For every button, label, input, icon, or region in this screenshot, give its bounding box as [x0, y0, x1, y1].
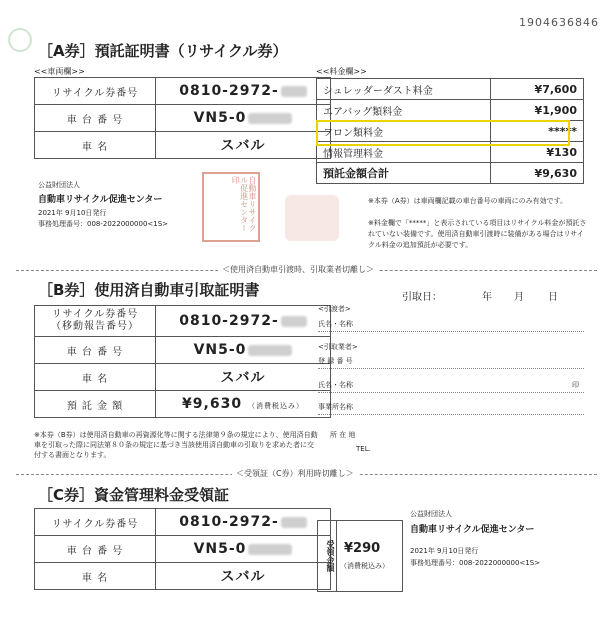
receiver-name-line — [318, 392, 584, 393]
table-row — [35, 391, 331, 418]
received-fee-amount: ¥290 — [344, 541, 381, 556]
fee-amount: ¥1,900 — [491, 100, 584, 121]
note-b: ※本券（B券）は使用済自動車の再資源化等に関する法律第９条の規定により、使用済自動車を引取った際に同法第８０条の規定に基づき当該使用済自動車の引取りを求めた者に交付する書面となります。 — [34, 431, 318, 459]
fee-caption: <<料金欄>> — [316, 67, 367, 76]
deposit-value: ¥9,630 （消費税込み） — [156, 391, 331, 418]
transferor-name-label: 氏名・名称 — [318, 320, 353, 328]
transferor-line — [318, 331, 584, 332]
address-label: 所 在 地 — [330, 431, 356, 439]
section-b-title: ［B券］使用済自動車引取証明書 — [38, 281, 260, 299]
table-row — [317, 100, 584, 121]
section-c-title: ［C券］資金管理料金受領証 — [38, 486, 230, 504]
fee-amount: ¥130 — [491, 142, 584, 163]
vehicle-caption: <<車両欄>> — [34, 67, 85, 76]
tel-label: TEL. — [356, 445, 371, 453]
reg-number-label: 登 録 番 号 — [318, 357, 353, 365]
recycle-ticket-label: リサイクル券番号 — [35, 78, 156, 105]
recycle-ticket-value: 0810-2972- — [156, 509, 331, 536]
received-fee-head: 受領金額 — [318, 521, 337, 591]
table-row — [35, 364, 331, 391]
received-fee-box — [317, 520, 403, 592]
office-number: 事務処理番号：008-2022000000<1S> — [38, 220, 169, 228]
org-name: 自動車リサイクル促進センター — [38, 195, 163, 205]
received-fee-tax: （消費税込み） — [340, 562, 389, 570]
cut-line-2-label: ＜受領証（C券）利用時切離し＞ — [232, 468, 358, 479]
office-number-c: 事務処理番号：008-2022000000<1S> — [410, 559, 541, 567]
table-row — [35, 509, 331, 536]
table-row — [35, 105, 331, 132]
seal-label: 印 — [572, 381, 579, 389]
chassis-number-value: VN5-0 — [156, 105, 331, 132]
issue-date: 2021年 9月10日発行 — [38, 209, 107, 217]
vehicle-table-a — [34, 77, 331, 159]
recycle-ticket-label: リサイクル券番号 （移動報告番号） — [35, 306, 156, 337]
cut-line-1-label: ＜使用済自動車引渡時、引取業者切離し＞ — [218, 264, 378, 275]
receiver-label: <引取業者> — [318, 343, 358, 351]
receiver-name-label: 氏名・名称 — [318, 381, 353, 389]
table-row — [317, 163, 584, 184]
chassis-number-label: 車 台 番 号 — [35, 105, 156, 132]
fee-amount: ***** — [491, 121, 584, 142]
transferor-label: <引渡者> — [318, 305, 351, 313]
car-name-label: 車 名 — [35, 132, 156, 159]
chassis-number-value: VN5-0 — [156, 337, 331, 364]
chassis-number-label: 車 台 番 号 — [35, 337, 156, 364]
car-name-label: 車 名 — [35, 364, 156, 391]
org-type: 公益財団法人 — [38, 181, 80, 189]
deposit-label: 預 託 金 額 — [35, 391, 156, 418]
year-label: 年 — [482, 292, 492, 303]
fee-amount: ¥7,600 — [491, 79, 584, 100]
watermark-seal — [285, 195, 339, 241]
car-name-label: 車 名 — [35, 563, 156, 590]
section-a-title: ［A券］預託証明書（リサイクル券） — [38, 42, 288, 60]
table-row — [35, 306, 331, 337]
day-label: 日 — [548, 292, 558, 303]
pickup-date-label: 引取日： — [402, 292, 442, 303]
car-name-value: スバル — [156, 364, 331, 391]
recycle-ticket-value: 0810-2972- — [156, 78, 331, 105]
table-row — [317, 79, 584, 100]
fee-total-label: 預託金額合計 — [317, 163, 491, 184]
vehicle-table-c — [34, 508, 331, 590]
chassis-number-label: 車 台 番 号 — [35, 536, 156, 563]
car-name-value: スバル — [156, 132, 331, 159]
table-row — [35, 563, 331, 590]
table-row — [35, 132, 331, 159]
fee-label: シュレッダーダスト料金 — [317, 79, 491, 100]
org-type-c: 公益財団法人 — [410, 510, 452, 518]
office-line — [318, 414, 584, 415]
reg-line — [318, 368, 584, 369]
fee-label: 情報管理料金 — [317, 142, 491, 163]
org-name-c: 自動車リサイクル促進センター — [410, 525, 535, 535]
recycle-ticket-label: リサイクル券番号 — [35, 509, 156, 536]
recycle-logo-icon — [8, 28, 32, 52]
recycle-ticket-value: 0810-2972- — [156, 306, 331, 337]
vehicle-table-b — [34, 305, 331, 418]
fee-label: フロン類料金 — [317, 121, 491, 142]
month-label: 月 — [514, 292, 524, 303]
chassis-number-value: VN5-0 — [156, 536, 331, 563]
fee-total-amount: ¥9,630 — [491, 163, 584, 184]
issue-date-c: 2021年 9月10日発行 — [410, 547, 479, 555]
car-name-value: スバル — [156, 563, 331, 590]
table-row — [35, 78, 331, 105]
table-row — [35, 536, 331, 563]
office-name-label: 事業所名称 — [318, 403, 353, 411]
highlight-box — [316, 120, 570, 146]
document-number: 1904636846 — [519, 16, 599, 29]
fee-label: エアバッグ類料金 — [317, 100, 491, 121]
note-a-1: ※本券（A券）は車両欄記載の車台番号の車両にのみ有効です。 — [368, 197, 568, 205]
table-row — [35, 337, 331, 364]
note-a-2: ※料金欄で「*****」と表示されている項目はリサイクル料金が預託されていない装備です。使用済自動車引渡時に装備がある場合はリサイクル料金の追加預託が必要です。 — [368, 219, 587, 249]
official-stamp: 自動車リサイクル促進センター印 — [202, 172, 260, 242]
